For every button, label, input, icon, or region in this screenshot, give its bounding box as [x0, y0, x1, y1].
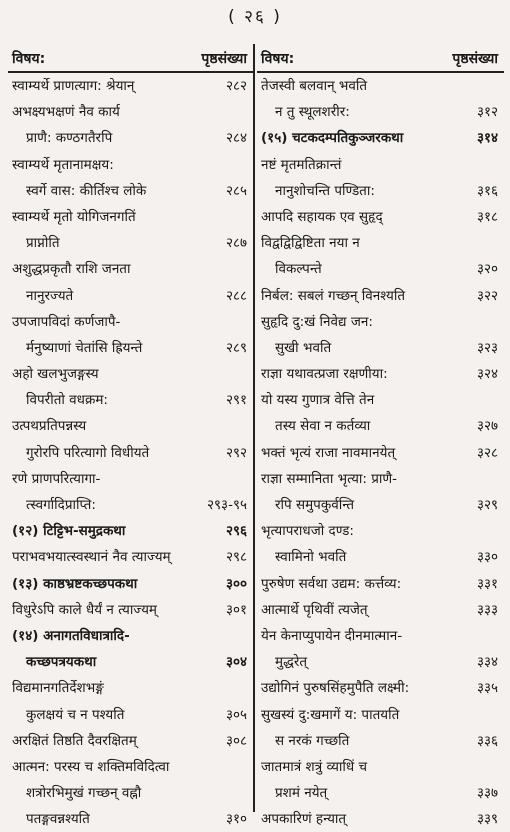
toc-entry: [8, 413, 253, 439]
toc-entry-page: ३०५: [225, 706, 247, 723]
toc-entry-title: स्वाम्यर्थे मृतानामक्षय:: [12, 156, 114, 173]
toc-entry: [8, 544, 253, 570]
toc-entry: [257, 702, 504, 728]
toc-entry-title: उपजापविदां कर्णजापै-: [12, 313, 121, 330]
toc-entry-page: ३००: [225, 575, 247, 592]
toc-entry: [257, 780, 504, 806]
toc-entry-title: अहो खलभुजङ्गस्य: [12, 366, 99, 383]
toc-entry: [257, 99, 504, 125]
toc-entry-title: सुहृदि दु:खं निवेद्य जन:: [261, 313, 373, 330]
toc-entry-title: भक्तं भृत्यं राजा नावमानयेत्: [261, 444, 396, 461]
toc-entry-title: प्रशमं नयेत्: [275, 785, 328, 802]
toc-entry-page: ३२८: [476, 444, 498, 461]
toc-entry: [8, 597, 253, 623]
toc-column-right: [257, 44, 504, 828]
toc-entry-page: ३२४: [476, 366, 498, 383]
toc-entry: [8, 754, 253, 780]
toc-entry-title: प्राणै: कण्ठगतैरपि: [26, 130, 113, 147]
toc-entry-page: ३३७: [476, 785, 498, 802]
toc-entry-title: नानुशोचन्ति पण्डिता:: [275, 182, 375, 199]
toc-entry: [8, 518, 253, 544]
toc-entry: [257, 440, 504, 466]
toc-entry: [8, 387, 253, 413]
toc-entry: [8, 702, 253, 728]
toc-entry-title: स्वाम्यर्थे प्राणत्याग: श्रेयान्: [12, 78, 135, 94]
toc-entry: [257, 675, 504, 701]
toc-entry-page: ३३१: [476, 575, 498, 592]
toc-entry-title: राज्ञा यथावत्प्रजा रक्षणीया:: [261, 366, 388, 383]
toc-entry-title: अभक्ष्यभक्षणं नैव कार्य: [12, 104, 120, 121]
toc-entry-title: नष्टं मृतमतिक्रान्तं: [261, 156, 342, 173]
toc-entry: [8, 204, 253, 230]
toc-entry: [8, 73, 253, 99]
toc-entry: [8, 492, 253, 518]
toc-entry-page: २८५: [225, 182, 247, 199]
toc-entry-page: ३३०: [476, 549, 498, 566]
toc-entry: [8, 623, 253, 649]
toc-entry-title: आपदि सहायक एव सुहृद्: [261, 208, 383, 225]
page-number: ( २६ ): [228, 7, 282, 27]
toc-entry: [8, 230, 253, 256]
toc-entry-page: ३३३: [476, 601, 498, 618]
toc-entry-title: (१२) टिट्टिभ-समुद्रकथा: [12, 523, 126, 540]
toc-entry: [257, 571, 504, 597]
toc-entry-title: येन केनाप्युपायेन दीनमात्मान-: [261, 627, 403, 644]
toc-entry-title: स्वर्गे वास: कीर्तिश्च लोके: [26, 182, 147, 199]
toc-entry: [8, 806, 253, 832]
toc-entry-page: ३१६: [476, 182, 498, 199]
toc-entry-title: पतङ्गवन्नश्यति: [26, 811, 90, 828]
toc-entry: [8, 466, 253, 492]
toc-list-left: [8, 73, 253, 832]
toc-entry: [257, 256, 504, 282]
toc-entry-title: राज्ञा सम्मानिता भृत्या: प्राणै-: [261, 470, 398, 487]
toc-entry-title: र्मनुष्याणां चेतांसि ह्रियन्ते: [26, 339, 143, 356]
toc-entry-title: सुखस्यं दु:खमागें य: पातयति: [261, 706, 400, 723]
toc-entry-title: (१३) काष्ठभ्रष्टकच्छपकथा: [12, 575, 138, 592]
toc-entry-title: मुद्धरेत्: [275, 654, 308, 671]
toc-entry-title: तेजस्वी बलवान् भवति: [261, 78, 368, 94]
toc-entry: [257, 309, 504, 335]
toc-entry: [8, 675, 253, 701]
toc-entry-title: अशुद्धप्रकृतौ राशि जनता: [12, 261, 131, 278]
toc-entry: [8, 152, 253, 178]
toc-entry-title: तस्य सेवा न कर्तव्या: [275, 418, 371, 435]
toc-entry: [257, 361, 504, 387]
toc-entry-title: पुरुषेण सर्वथा उद्यम: कर्त्तव्य:: [261, 575, 402, 592]
toc-entry: [8, 99, 253, 125]
toc-entry-page: २९८: [225, 549, 247, 566]
toc-entry-title: कच्छपत्रयकथा: [26, 654, 97, 671]
toc-entry-page: २८९: [225, 339, 247, 356]
toc-entry: [257, 518, 504, 544]
toc-entry-page: २८२: [225, 78, 247, 94]
toc-entry: [257, 466, 504, 492]
toc-entry: [8, 309, 253, 335]
toc-entry-page: ३१२: [476, 104, 498, 121]
toc-entry-page: २९२: [225, 444, 247, 461]
toc-entry: [8, 780, 253, 806]
toc-entry-title: यो यस्य गुणात्र वेत्ति तेन: [261, 392, 375, 409]
toc-entry-title: पराभवभयात्स्वस्थानं नैव त्याज्यम्: [12, 549, 171, 566]
toc-entry-title: विपरीतो वधक्रम:: [26, 392, 108, 409]
toc-entry: [257, 152, 504, 178]
toc-entry-title: स्वाम्यर्थे मृतो योगिजनगतिं: [12, 208, 136, 225]
toc-entry: [257, 754, 504, 780]
toc-entry-page: ३१८: [476, 208, 498, 225]
toc-entry-title: नानुरज्यते: [26, 287, 74, 304]
toc-entry-title: गुरोरपि परित्यागो विधीयते: [26, 444, 150, 461]
toc-entry-title: आत्मार्थे पृथिवीं त्यजेत्: [261, 601, 368, 618]
header-page: पृष्ठसंख्या: [201, 51, 247, 67]
toc-entry: [257, 649, 504, 675]
toc-entry: [257, 178, 504, 204]
toc-entry-page: ३२३: [476, 339, 498, 356]
toc-entry-page: २९६: [225, 523, 247, 540]
toc-entry-page: २९१: [225, 392, 247, 409]
toc-entry: [257, 623, 504, 649]
toc-entry-page: ३२९: [476, 497, 498, 513]
toc-list-right: [257, 73, 504, 832]
toc-entry: [8, 178, 253, 204]
toc-entry-page: ३०१: [225, 601, 247, 618]
header-page: पृष्ठसंख्या: [452, 51, 498, 67]
toc-entry: [257, 413, 504, 439]
toc-entry-title: आत्मन: परस्य च शक्तिमविदित्वा: [12, 758, 170, 775]
toc-entry-title: प्राप्नोति: [26, 235, 60, 252]
toc-entry-title: अरक्षितं तिष्ठति दैवरक्षितम्: [12, 732, 137, 749]
column-header: [8, 44, 253, 73]
toc-entry: [257, 597, 504, 623]
toc-entry-title: (१४) अनागतविधात्रादि-: [12, 627, 130, 644]
toc-entry-page: ३३९: [476, 811, 498, 828]
toc-entry: [257, 806, 504, 832]
toc-entry: [257, 283, 504, 309]
toc-entry: [257, 73, 504, 99]
toc-entry-page: ३१०: [225, 811, 247, 828]
toc-entry-title: रपि समुपकुर्वन्ति: [275, 497, 355, 513]
toc-entry-title: विद्वद्विद्विष्टिता नया न: [261, 235, 360, 252]
toc-entry-title: विद्यमानगतिर्देशभङ्गं: [12, 680, 104, 697]
toc-entry: [8, 335, 253, 361]
toc-entry-page: २९३-९५: [207, 497, 247, 513]
toc-entry-page: ३२२: [476, 287, 498, 304]
toc-entry-title: निर्बल: सबलं गच्छन् विनश्यति: [261, 287, 406, 304]
toc-entry: [257, 728, 504, 754]
toc-entry-title: विधुरेऽपि काले धैर्यं न त्याज्यम्: [12, 601, 157, 618]
header-subject: विषय:: [12, 51, 46, 67]
toc-entry-title: जातमात्रं शत्रुं व्याधिं च: [261, 758, 368, 775]
column-header: [257, 44, 504, 73]
toc-entry: [8, 728, 253, 754]
toc-entry: [257, 387, 504, 413]
toc-entry-title: (१५) चटकदम्पतिकुञ्जरकथा: [261, 130, 404, 147]
toc-entry-title: उद्योगिनं पुरुषसिंहमुपैति लक्ष्मी:: [261, 680, 410, 697]
toc-entry: [257, 230, 504, 256]
toc-entry-title: सुखी भवति: [275, 339, 332, 356]
toc-entry-title: त्स्वर्गादिप्राप्ति:: [26, 497, 96, 513]
toc-entry: [8, 571, 253, 597]
toc-entry: [8, 649, 253, 675]
toc-column-left: [8, 44, 255, 828]
header-subject: विषय:: [261, 51, 295, 67]
toc-entry: [257, 204, 504, 230]
toc-entry-page: ३०४: [225, 654, 247, 671]
toc-entry-title: कुलक्षयं च न पश्यति: [26, 706, 125, 723]
toc-entry-title: रणे प्राणपरित्यागा-: [12, 470, 101, 487]
toc-entry-title: अपकारिणं हन्यात्: [261, 811, 347, 828]
toc-entry-page: २८४: [225, 130, 247, 147]
toc-entry: [8, 361, 253, 387]
toc-entry-page: ३३५: [476, 680, 498, 697]
toc-entry-page: ३१४: [476, 130, 498, 147]
toc-entry: [8, 440, 253, 466]
toc-entry: [257, 125, 504, 151]
toc-entry-title: विकल्पन्ते: [275, 261, 322, 278]
toc-entry-page: ३३६: [476, 732, 498, 749]
toc-entry: [8, 283, 253, 309]
toc-entry-title: उत्पथप्रतिपन्नस्य: [12, 418, 87, 435]
toc-entry: [8, 256, 253, 282]
toc-entry-page: ३२०: [476, 261, 498, 278]
toc-entry-title: भृत्यापराधजो दण्ड:: [261, 523, 354, 540]
toc-entry-page: ३०८: [225, 732, 247, 749]
toc-entry-page: २८७: [225, 235, 247, 252]
toc-entry-page: २८८: [225, 287, 247, 304]
toc-entry-title: शत्रोरभिमुखं गच्छन् वह्नौ: [26, 785, 142, 802]
toc-entry-title: स नरकं गच्छति: [275, 732, 350, 749]
toc-entry-title: न तु स्थूलशरीर:: [275, 104, 350, 121]
toc-entry: [257, 544, 504, 570]
toc-entry-page: ३२७: [476, 418, 498, 435]
toc-entry: [257, 492, 504, 518]
toc-entry: [8, 125, 253, 151]
toc-entry-page: ३३४: [476, 654, 498, 671]
toc-entry-title: स्वामिनो भवति: [275, 549, 347, 566]
toc-entry: [257, 335, 504, 361]
